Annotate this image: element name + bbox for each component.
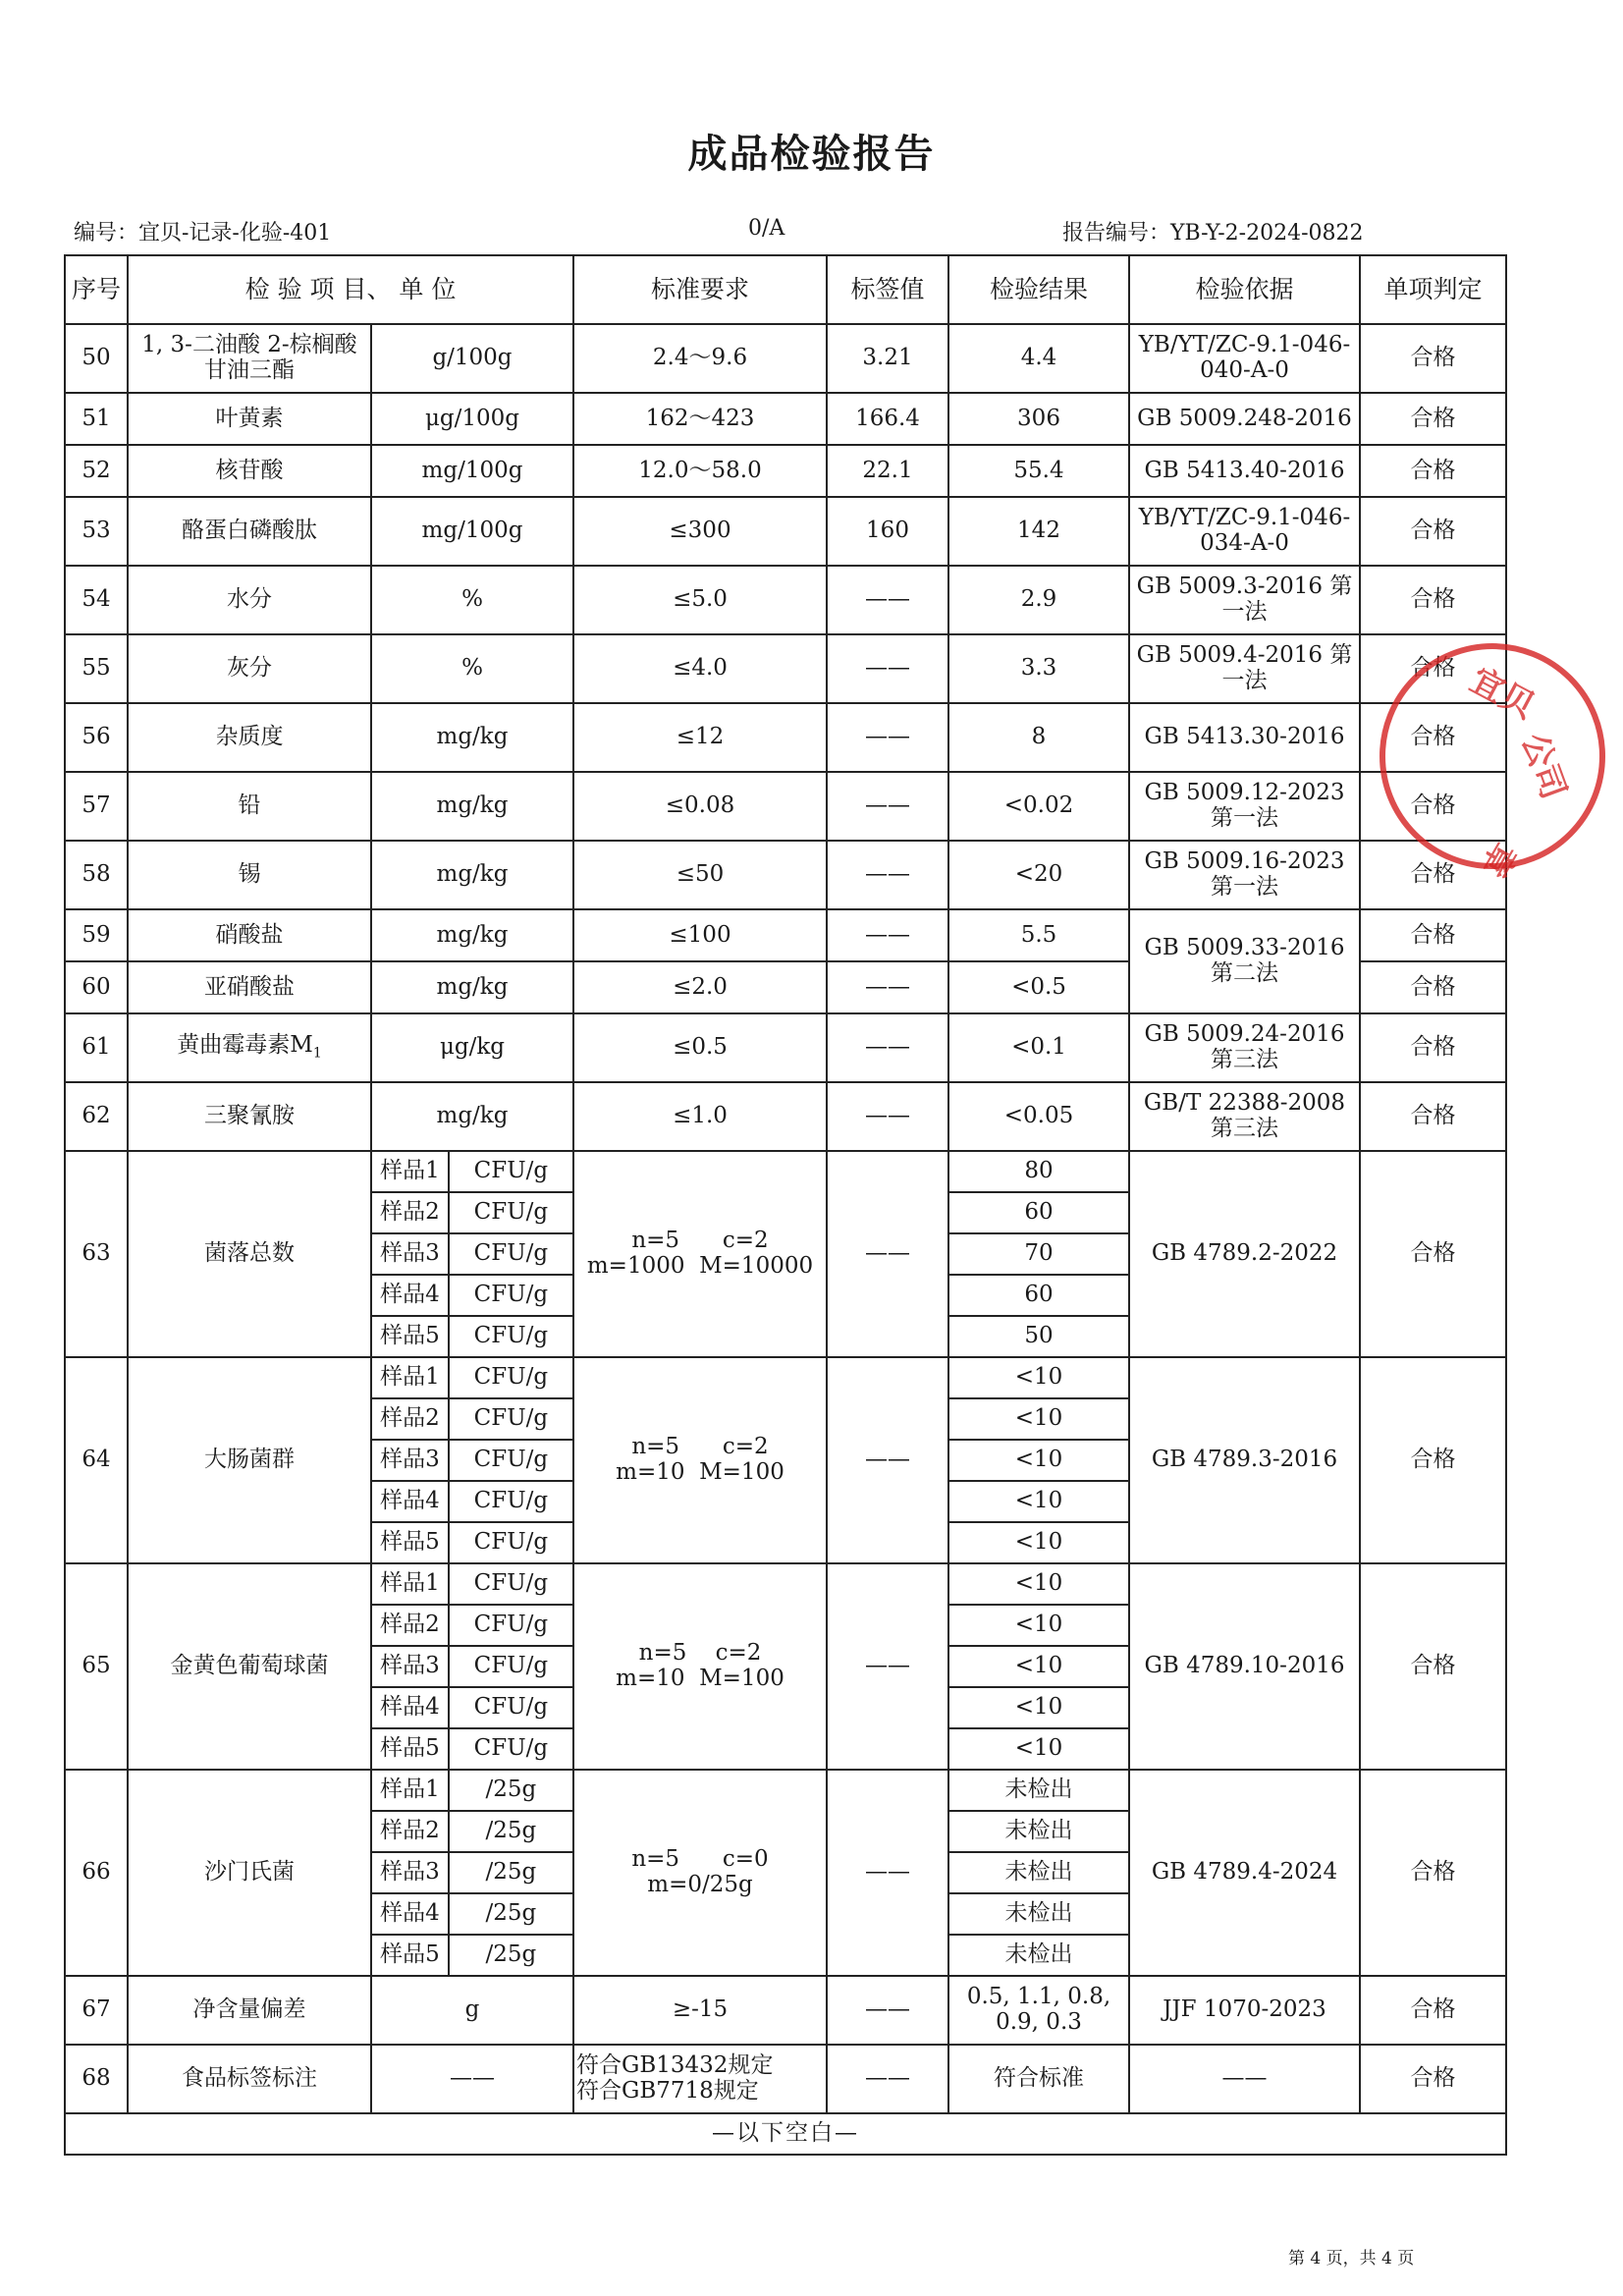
standard-requirement: ≤0.08 (573, 772, 827, 841)
label-value: —— (827, 772, 948, 841)
standard-requirement: ≤2.0 (573, 961, 827, 1013)
standard-line-2: m=10 M=100 (616, 1666, 784, 1691)
test-result: <0.1 (948, 1013, 1129, 1082)
item-name: 食品标签标注 (128, 2045, 371, 2113)
test-result: 符合标准 (948, 2045, 1129, 2113)
sample-unit-cell (371, 1811, 573, 1852)
judgement: 合格 (1360, 1151, 1506, 1357)
item-unit: mg/kg (371, 1082, 573, 1151)
standard-requirement: ≥-15 (573, 1976, 827, 2045)
judgement: 合格 (1360, 1770, 1506, 1976)
test-result: 4.4 (948, 324, 1129, 393)
table-row (65, 634, 1506, 703)
label-value: —— (827, 1357, 948, 1563)
test-result: 0.5, 1.1, 0.8, 0.9, 0.3 (948, 1976, 1129, 2045)
sample-unit-cell (371, 1522, 573, 1563)
sample-label: 样品1 (372, 1358, 450, 1397)
header-standard: 标准要求 (573, 255, 827, 324)
sample-unit: CFU/g (473, 1282, 549, 1308)
standard-line-2: m=10 M=100 (616, 1459, 784, 1485)
sample-label: 样品5 (372, 1729, 450, 1769)
sample-label: 样品1 (372, 1564, 450, 1604)
label-value: —— (827, 634, 948, 703)
sample-unit: CFU/g (473, 1240, 549, 1267)
sample-label: 样品2 (372, 1812, 450, 1851)
judgement: 合格 (1360, 1976, 1506, 2045)
label-value: —— (827, 909, 948, 961)
table-row (65, 324, 1506, 393)
standard-requirement: ≤100 (573, 909, 827, 961)
item-name: 亚硝酸盐 (128, 961, 371, 1013)
row-number: 59 (65, 909, 128, 961)
sample-result: <10 (948, 1522, 1129, 1563)
test-basis: GB 4789.2-2022 (1129, 1151, 1360, 1357)
svg-text:公司: 公司 (1513, 728, 1574, 804)
header-result: 检验结果 (948, 255, 1129, 324)
standard-requirement: 12.0～58.0 (573, 445, 827, 497)
test-basis: GB 5009.33-2016 第二法 (1129, 909, 1360, 1013)
standard-line-1: n=5 c=2 (631, 1228, 769, 1254)
sample-result: <10 (948, 1728, 1129, 1770)
sample-result: <10 (948, 1646, 1129, 1687)
test-result: <0.5 (948, 961, 1129, 1013)
row-number: 68 (65, 2045, 128, 2113)
test-result: 3.3 (948, 634, 1129, 703)
item-name: 水分 (128, 566, 371, 634)
item-unit: —— (371, 2045, 573, 2113)
table-row (65, 1013, 1506, 1082)
sample-result: <10 (948, 1357, 1129, 1398)
sample-result: <10 (948, 1440, 1129, 1481)
sample-unit-cell (371, 1275, 573, 1316)
item-unit: μg/100g (371, 393, 573, 445)
label-value: 22.1 (827, 445, 948, 497)
standard-requirement: ≤1.0 (573, 1082, 827, 1151)
test-basis: GB 4789.10-2016 (1129, 1563, 1360, 1770)
test-basis: GB 5009.16-2023 第一法 (1129, 841, 1360, 909)
item-name: 1, 3-二油酸 2-棕榈酸甘油三酯 (128, 324, 371, 393)
sample-unit-cell (371, 1563, 573, 1605)
sample-result: 60 (948, 1192, 1129, 1233)
judgement: 合格 (1360, 393, 1506, 445)
test-basis: GB 5009.12-2023 第一法 (1129, 772, 1360, 841)
item-unit: mg/kg (371, 909, 573, 961)
row-number: 67 (65, 1976, 128, 2045)
standard-line-1: n=5 c=2 (638, 1640, 762, 1667)
sample-unit-cell (371, 1852, 573, 1893)
sample-unit-cell (371, 1398, 573, 1440)
table-row (65, 497, 1506, 566)
item-name: 三聚氰胺 (128, 1082, 371, 1151)
standard-line-1: n=5 c=2 (631, 1434, 769, 1460)
sample-label: 样品2 (372, 1399, 450, 1439)
test-result: 5.5 (948, 909, 1129, 961)
standard-requirement: ≤4.0 (573, 634, 827, 703)
table-row (65, 841, 1506, 909)
sample-unit: CFU/g (473, 1694, 549, 1721)
table-row (65, 703, 1506, 772)
row-number: 56 (65, 703, 128, 772)
judgement: 合格 (1360, 1357, 1506, 1563)
item-name: 金黄色葡萄球菌 (128, 1563, 371, 1770)
sample-label: 样品4 (372, 1894, 450, 1934)
test-result: 142 (948, 497, 1129, 566)
header-row (65, 255, 1506, 324)
table-row (65, 1563, 1506, 1605)
row-number: 66 (65, 1770, 128, 1976)
sample-label: 样品4 (372, 1688, 450, 1727)
standard-line-1: n=5 c=0 (631, 1846, 769, 1873)
standard-requirement: ≤50 (573, 841, 827, 909)
label-value: —— (827, 566, 948, 634)
sample-result: <10 (948, 1687, 1129, 1728)
sample-unit-cell (371, 1728, 573, 1770)
document-title: 成品检验报告 (687, 131, 936, 177)
judgement: 合格 (1360, 1563, 1506, 1770)
standard-requirement (573, 2045, 827, 2113)
table-row (65, 2045, 1506, 2113)
item-unit: μg/kg (371, 1013, 573, 1082)
svg-text:宜贝: 宜贝 (1463, 660, 1542, 727)
item-name: 叶黄素 (128, 393, 371, 445)
document-number: 编号：宜贝-记录-化验-401 (74, 221, 332, 246)
judgement: 合格 (1360, 1013, 1506, 1082)
judgement: 合格 (1360, 1082, 1506, 1151)
test-basis: GB 5009.248-2016 (1129, 393, 1360, 445)
judgement: 合格 (1360, 772, 1506, 841)
item-name: 铅 (128, 772, 371, 841)
item-name: 沙门氏菌 (128, 1770, 371, 1976)
sample-unit: CFU/g (473, 1158, 549, 1184)
item-unit: mg/100g (371, 445, 573, 497)
item-unit: g/100g (371, 324, 573, 393)
sample-result: 50 (948, 1316, 1129, 1357)
sample-label: 样品1 (372, 1152, 450, 1191)
label-value: —— (827, 841, 948, 909)
report-number: 报告编号：YB-Y-2-2024-0822 (1062, 221, 1364, 246)
sample-result: <10 (948, 1563, 1129, 1605)
table-row (65, 909, 1506, 961)
judgement: 合格 (1360, 961, 1506, 1013)
standard-requirement: 2.4～9.6 (573, 324, 827, 393)
label-value: 3.21 (827, 324, 948, 393)
item-unit: mg/kg (371, 961, 573, 1013)
row-number: 64 (65, 1357, 128, 1563)
header-label-value: 标签值 (827, 255, 948, 324)
sample-label: 样品5 (372, 1317, 450, 1356)
sample-label: 样品5 (372, 1936, 450, 1975)
test-result: <0.05 (948, 1082, 1129, 1151)
inspection-table (64, 254, 1507, 2156)
test-result: <20 (948, 841, 1129, 909)
standard-line-2: m=1000 M=10000 (586, 1253, 814, 1279)
judgement: 合格 (1360, 2045, 1506, 2113)
row-number: 65 (65, 1563, 128, 1770)
sample-unit: CFU/g (473, 1529, 549, 1556)
item-unit: mg/kg (371, 841, 573, 909)
label-value: —— (827, 961, 948, 1013)
sample-unit: /25g (485, 1859, 537, 1886)
page-footer: 第 4 页，共 4 页 (1288, 2249, 1415, 2269)
sample-unit: CFU/g (473, 1323, 549, 1349)
sample-result: <10 (948, 1605, 1129, 1646)
item-unit: % (371, 634, 573, 703)
test-result: 8 (948, 703, 1129, 772)
sample-result: 未检出 (948, 1811, 1129, 1852)
sample-unit: /25g (485, 1941, 537, 1968)
sample-result: 70 (948, 1233, 1129, 1275)
judgement: 合格 (1360, 703, 1506, 772)
judgement: 合格 (1360, 841, 1506, 909)
header-basis: 检验依据 (1129, 255, 1360, 324)
table-row (65, 1082, 1506, 1151)
item-unit: mg/100g (371, 497, 573, 566)
label-value: —— (827, 1082, 948, 1151)
standard-requirement: ≤12 (573, 703, 827, 772)
test-basis: GB 5009.24-2016 第三法 (1129, 1013, 1360, 1082)
judgement: 合格 (1360, 909, 1506, 961)
item-name: 硝酸盐 (128, 909, 371, 961)
sample-label: 样品3 (372, 1647, 450, 1686)
sample-unit: CFU/g (473, 1199, 549, 1226)
item-name: 核苷酸 (128, 445, 371, 497)
item-unit: g (371, 1976, 573, 2045)
header-judgement: 单项判定 (1360, 255, 1506, 324)
test-basis: GB 5009.4-2016 第一法 (1129, 634, 1360, 703)
sample-unit: CFU/g (473, 1488, 549, 1514)
row-number: 57 (65, 772, 128, 841)
sample-result: 60 (948, 1275, 1129, 1316)
standard-requirement (573, 1151, 827, 1357)
sample-unit-cell (371, 1481, 573, 1522)
row-number: 63 (65, 1151, 128, 1357)
label-value: —— (827, 1976, 948, 2045)
row-number: 51 (65, 393, 128, 445)
sample-unit: CFU/g (473, 1735, 549, 1762)
table-row (65, 1770, 1506, 1811)
row-number: 55 (65, 634, 128, 703)
blank-marker: —以下空白— (65, 2113, 1506, 2155)
sample-result: 80 (948, 1151, 1129, 1192)
judgement: 合格 (1360, 445, 1506, 497)
standard-line-2: 符合GB7718规定 (576, 2078, 759, 2104)
test-basis: YB/YT/ZC-9.1-046-040-A-0 (1129, 324, 1360, 393)
test-basis: GB 4789.4-2024 (1129, 1770, 1360, 1976)
row-number: 61 (65, 1013, 128, 1082)
test-basis: GB 5009.3-2016 第一法 (1129, 566, 1360, 634)
row-number: 62 (65, 1082, 128, 1151)
item-unit: % (371, 566, 573, 634)
sample-label: 样品1 (372, 1771, 450, 1810)
sample-label: 样品4 (372, 1482, 450, 1521)
blank-row (65, 2113, 1506, 2155)
item-name: 杂质度 (128, 703, 371, 772)
row-number: 52 (65, 445, 128, 497)
svg-text:章: 章 (1473, 835, 1524, 884)
sample-unit: CFU/g (473, 1612, 549, 1638)
row-number: 50 (65, 324, 128, 393)
test-result: <0.02 (948, 772, 1129, 841)
item-name: 锡 (128, 841, 371, 909)
test-result: 2.9 (948, 566, 1129, 634)
standard-requirement: ≤300 (573, 497, 827, 566)
sample-unit-cell (371, 1646, 573, 1687)
standard-line-1: 符合GB13432规定 (576, 2052, 774, 2079)
document-version: 0/A (748, 216, 785, 241)
label-value: —— (827, 1770, 948, 1976)
sample-unit-cell (371, 1687, 573, 1728)
row-number: 53 (65, 497, 128, 566)
judgement: 合格 (1360, 324, 1506, 393)
sample-result: <10 (948, 1481, 1129, 1522)
sample-unit: CFU/g (473, 1405, 549, 1432)
row-number: 54 (65, 566, 128, 634)
sample-unit-cell (371, 1935, 573, 1976)
test-result: 306 (948, 393, 1129, 445)
test-basis: GB 5413.40-2016 (1129, 445, 1360, 497)
table-row (65, 1151, 1506, 1192)
test-basis: GB 5413.30-2016 (1129, 703, 1360, 772)
sample-unit-cell (371, 1440, 573, 1481)
sample-unit: CFU/g (473, 1653, 549, 1679)
table-body (65, 324, 1506, 2155)
item-name (128, 1013, 371, 1082)
sample-result: 未检出 (948, 1893, 1129, 1935)
standard-requirement (573, 1563, 827, 1770)
table-row (65, 393, 1506, 445)
test-result: 55.4 (948, 445, 1129, 497)
judgement: 合格 (1360, 566, 1506, 634)
standard-requirement (573, 1357, 827, 1563)
sample-label: 样品2 (372, 1193, 450, 1232)
sample-unit: CFU/g (473, 1364, 549, 1391)
item-unit: mg/kg (371, 703, 573, 772)
sample-result: 未检出 (948, 1852, 1129, 1893)
test-basis: —— (1129, 2045, 1360, 2113)
standard-requirement: ≤5.0 (573, 566, 827, 634)
label-value: 166.4 (827, 393, 948, 445)
table-row (65, 1357, 1506, 1398)
test-basis: JJF 1070-2023 (1129, 1976, 1360, 2045)
label-value: —— (827, 1013, 948, 1082)
test-basis: GB 4789.3-2016 (1129, 1357, 1360, 1563)
sample-unit-cell (371, 1233, 573, 1275)
standard-requirement (573, 1770, 827, 1976)
sample-unit-cell (371, 1770, 573, 1811)
row-number: 60 (65, 961, 128, 1013)
sample-unit-cell (371, 1316, 573, 1357)
sample-label: 样品3 (372, 1853, 450, 1892)
standard-requirement: ≤0.5 (573, 1013, 827, 1082)
sample-unit: /25g (485, 1900, 537, 1927)
sample-unit-cell (371, 1893, 573, 1935)
sample-unit: CFU/g (473, 1447, 549, 1473)
sample-unit: /25g (485, 1777, 537, 1803)
judgement: 合格 (1360, 634, 1506, 703)
sample-unit: CFU/g (473, 1570, 549, 1597)
sample-unit-cell (371, 1605, 573, 1646)
item-unit: mg/kg (371, 772, 573, 841)
sample-label: 样品3 (372, 1441, 450, 1480)
sample-result: <10 (948, 1398, 1129, 1440)
sample-unit-cell (371, 1151, 573, 1192)
header-no: 序号 (65, 255, 128, 324)
item-name: 净含量偏差 (128, 1976, 371, 2045)
label-value: —— (827, 1151, 948, 1357)
header-item-unit: 检 验 项 目、 单 位 (128, 255, 573, 324)
item-name-text: 黄曲霉毒素M (177, 1032, 313, 1059)
sample-unit-cell (371, 1357, 573, 1398)
item-name-subscript: 1 (312, 1045, 322, 1062)
item-name: 酪蛋白磷酸肽 (128, 497, 371, 566)
sample-label: 样品5 (372, 1523, 450, 1562)
sample-label: 样品2 (372, 1606, 450, 1645)
test-basis: GB/T 22388-2008 第三法 (1129, 1082, 1360, 1151)
standard-line-2: m=0/25g (647, 1872, 753, 1897)
sample-unit: /25g (485, 1818, 537, 1844)
item-name: 大肠菌群 (128, 1357, 371, 1563)
label-value: 160 (827, 497, 948, 566)
sample-label: 样品4 (372, 1276, 450, 1315)
item-name: 菌落总数 (128, 1151, 371, 1357)
label-value: —— (827, 703, 948, 772)
label-value: —— (827, 1563, 948, 1770)
standard-requirement: 162～423 (573, 393, 827, 445)
sample-label: 样品3 (372, 1234, 450, 1274)
table-row (65, 772, 1506, 841)
item-name: 灰分 (128, 634, 371, 703)
table-row (65, 1976, 1506, 2045)
row-number: 58 (65, 841, 128, 909)
sample-result: 未检出 (948, 1935, 1129, 1976)
sample-result: 未检出 (948, 1770, 1129, 1811)
label-value: —— (827, 2045, 948, 2113)
table-row (65, 566, 1506, 634)
judgement: 合格 (1360, 497, 1506, 566)
sample-unit-cell (371, 1192, 573, 1233)
test-basis: YB/YT/ZC-9.1-046-034-A-0 (1129, 497, 1360, 566)
table-row (65, 445, 1506, 497)
